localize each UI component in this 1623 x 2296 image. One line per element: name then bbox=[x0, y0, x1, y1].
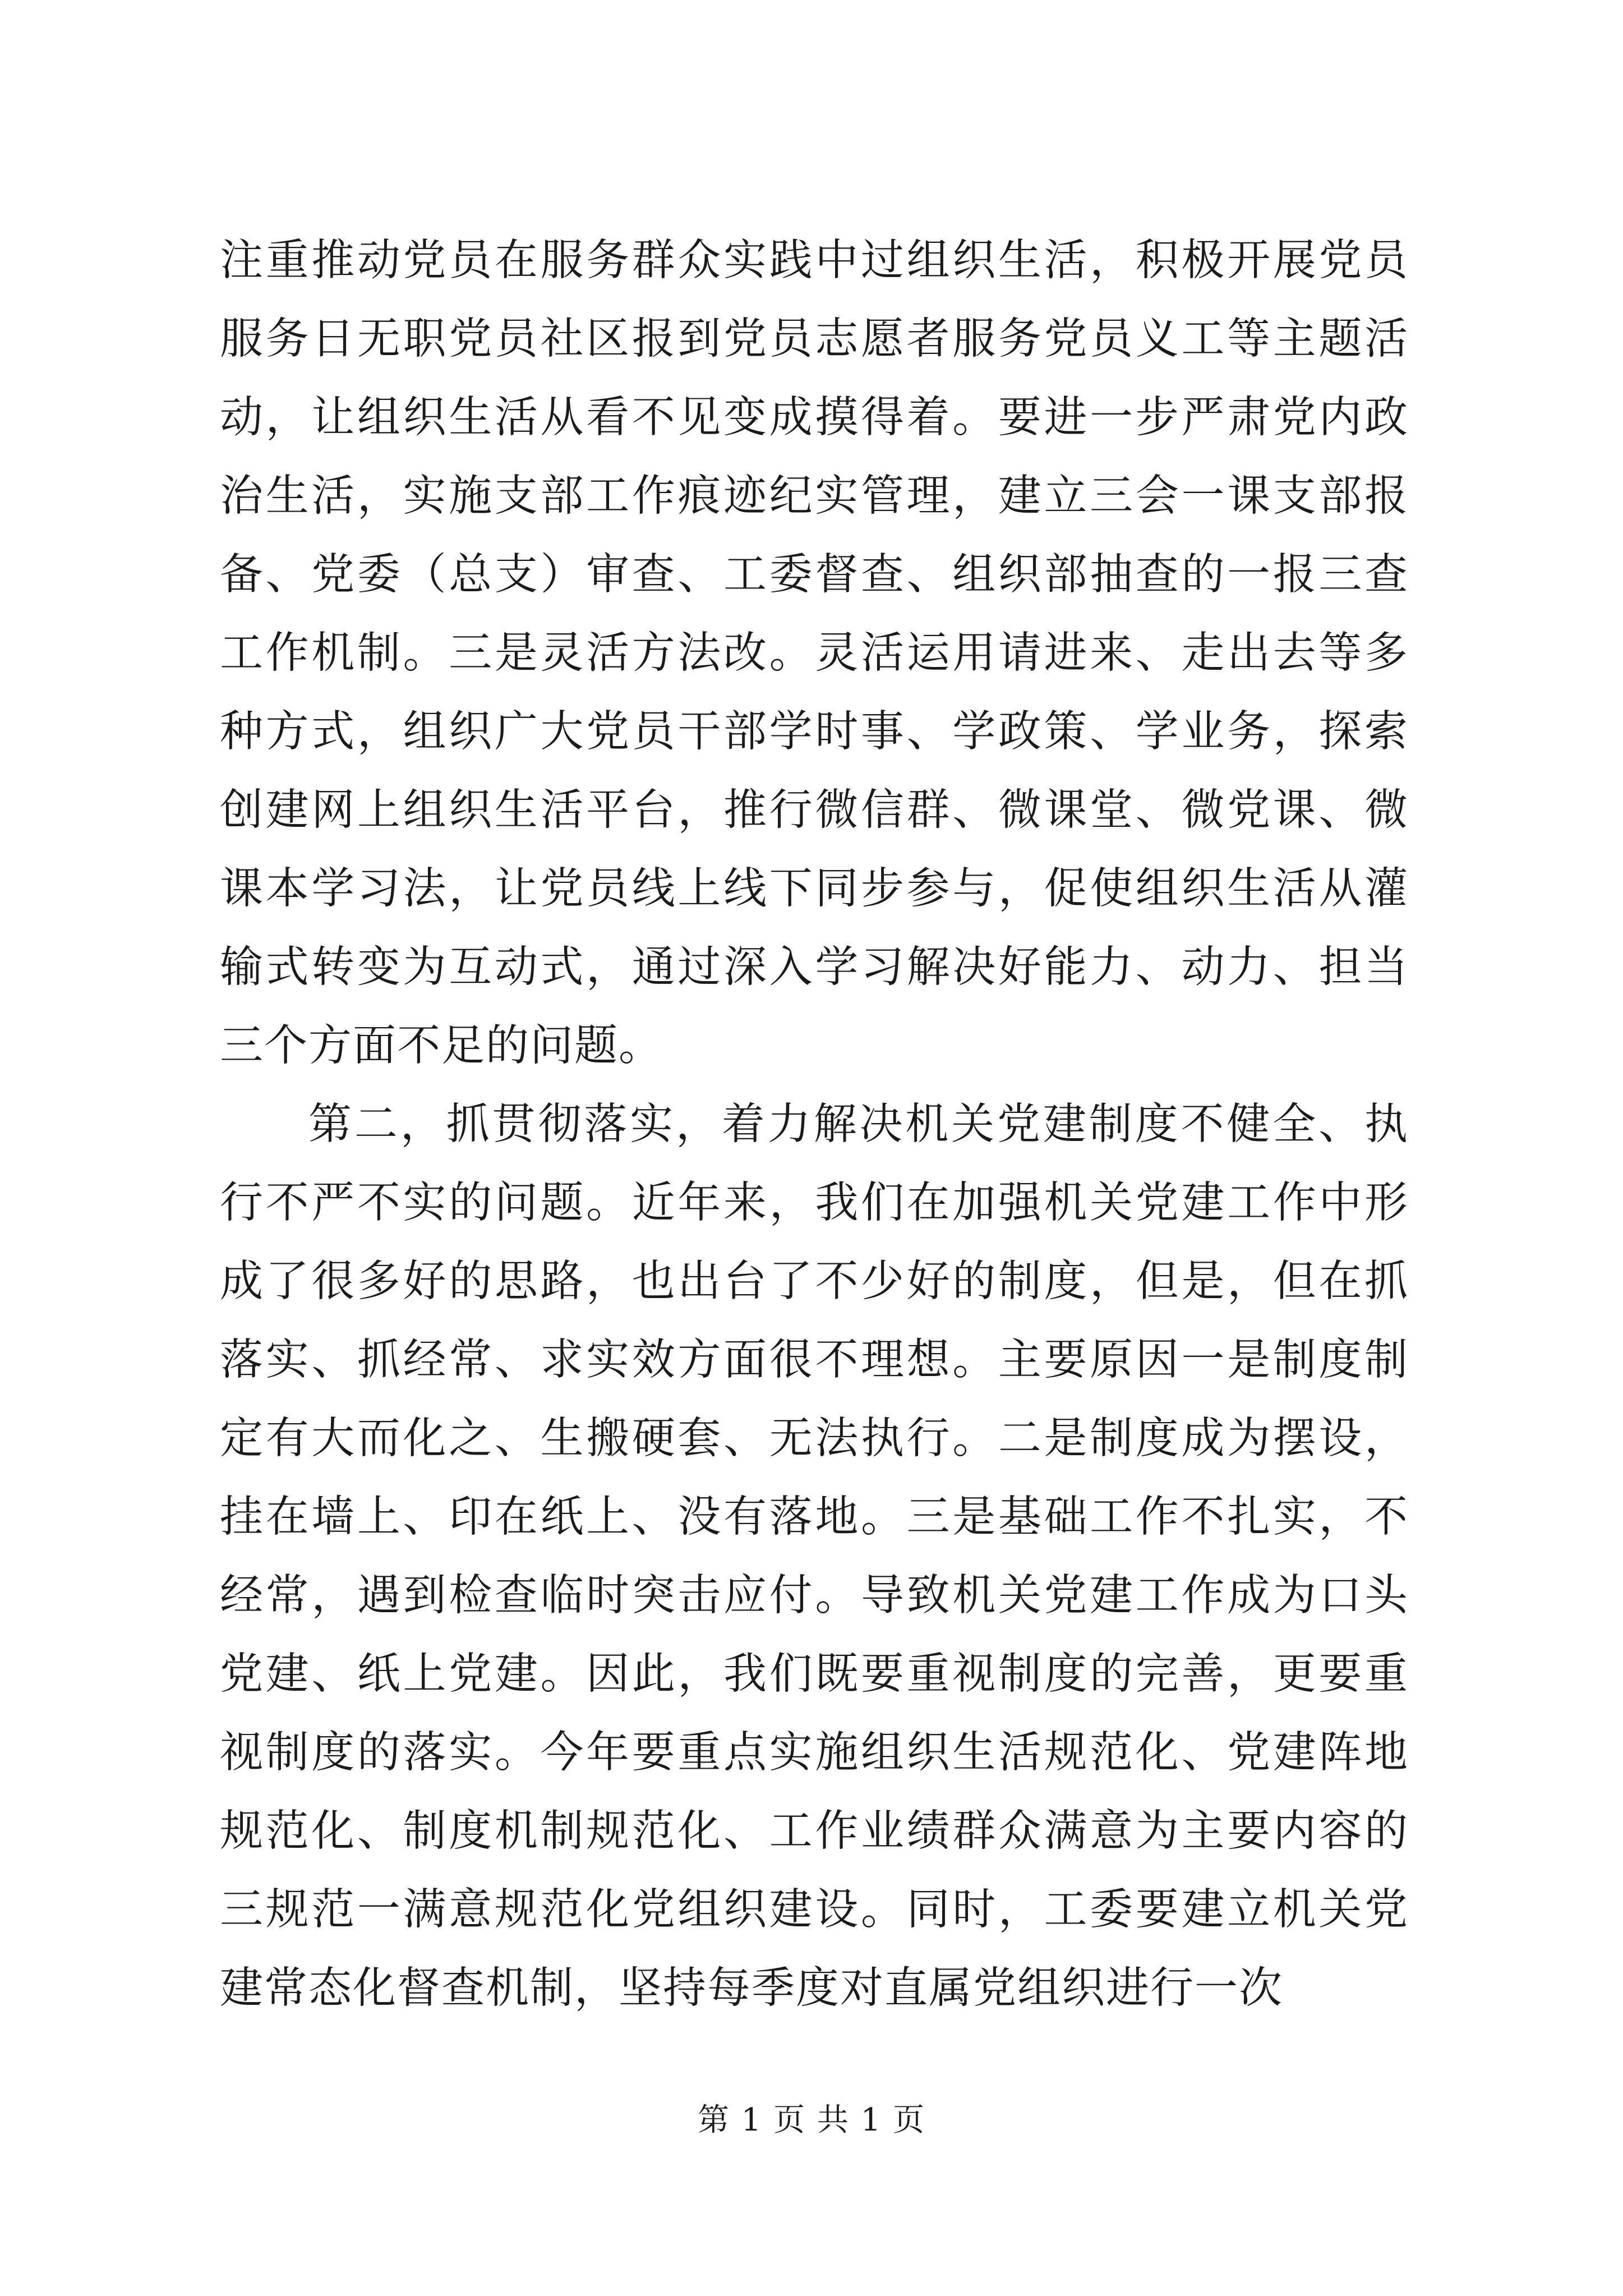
page-footer: 第 1 页 共 1 页 bbox=[697, 2102, 926, 2138]
document-body bbox=[220, 222, 1409, 2028]
paragraph-1: 注重推动党员在服务群众实践中过组织生活，积极开展党员服务日无职党员社区报到党员志愿者服务党员义工等主题活动，让组织生活从看不见变成摸得着。要进一步严肃党内政治生活，实施支部工作痕迹纪实管理，建立三会一课支部报备、党委（总支）审查、工委督查、组织部抽查的一报三查工作机制。三是灵活方法改。灵活运用请进来、走出去等多种方式，组织广大党员干部学时事、学政策、学业务，探索创建网上组织生活平台，推行微信群、微课堂、微党课、微课本学习法，让党员线上线下同步参与，促使组织生活从灌输式转变为互动式，通过深入学习解决好能力、动力、担当三个方面不足的问题。 bbox=[220, 236, 1409, 1071]
paragraph-2: 第二，抓贯彻落实，着力解决机关党建制度不健全、执行不严不实的问题。近年来，我们在加强机关党建工作中形成了很多好的思路，也出台了不少好的制度，但是，但在抓落实、抓经常、求实效方面很不理想。主要原因一是制度制定有大而化之、生搬硬套、无法执行。二是制度成为摆设，挂在墙上、印在纸上、没有落地。三是基础工作不扎实，不经常，遇到检查临时突击应付。导致机关党建工作成为口头党建、纸上党建。因此，我们既要重视制度的完善，更要重视制度的落实。今年要重点实施组织生活规范化、党建阵地规范化、制度机制规范化、工作业绩群众满意为主要内容的三规范一满意规范化党组织建设。同时，工委要建立机关党建常态化督查机制，坚持每季度对直属党组织进行一次 bbox=[220, 1099, 1409, 2013]
